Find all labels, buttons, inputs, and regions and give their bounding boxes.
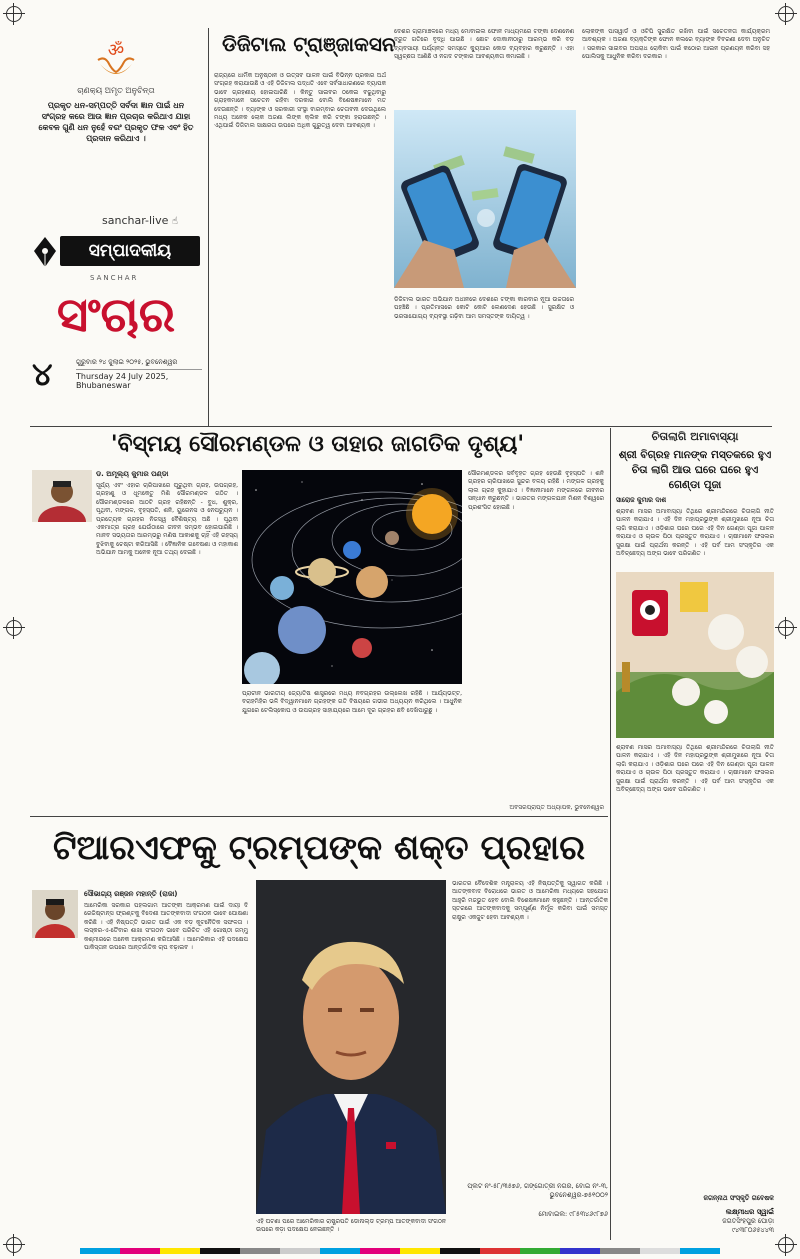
website-link[interactable] — [102, 214, 178, 227]
trump-body-left: ଆମେରିକା ସରକାର ପହଲଗାମ ଆତଙ୍କୀ ଆକ୍ରମଣ ପାଇଁ ଦାୟୀ ଦି ରେଜିଷ୍ଟାନ୍ସ ଫ୍ରଣ୍ଟକୁ ବିଦେଶୀ ଆତଙ୍କବାଦୀ ସଂଗଠନ ଭାବେ ଘୋଷଣା କରିଛି । ଏହି ନିଷ୍ପତ୍ତି ଭାରତ ପାଇଁ ଏକ ବଡ଼ କୂଟନୈତିକ ସଫଳତା । ଲସ୍କର-ଏ-ତୈବାର ଶାଖା ସଂଗଠନ ଭାବେ ପରିଚିତ ଏହି ଗୋଷ୍ଠୀ ଜମ୍ମୁ କଶ୍ମୀରରେ ଅନେକ ଆକ୍ରମଣ କରିଆସିଛି । ଆମେରିକାର ଏହି ପଦକ୍ଷେପ ପାକିସ୍ତାନ ଉପରେ ଆନ୍ତର୍ଜାତିକ ଚାପ ବଢ଼ାଇବ । — [84, 902, 248, 952]
brand-small: SANCHAR — [90, 274, 139, 282]
amavasya-body-top: ଶ୍ରାବଣ ମାସର ଅମାବାସ୍ୟା ତିଥିରେ ଶ୍ରୀମନ୍ଦିରରେ ଚିତାଲାଗି ନୀତି ପାଳନ କରାଯାଏ । ଏହି ଦିନ ମହାପ୍ରଭୁଙ୍କ ଶ୍ରୀମୁଖରେ ନୂଆ ଚିତା ଲାଗି କରାଯାଏ । ଓଡ଼ିଶାର ଘରେ ଘରେ ଏହି ଦିନ ଗେଣ୍ଡା ପୂଜା ପାଳନ କରାଯାଏ ଓ ଚାଉଳ ପିଠା ପ୍ରସ୍ତୁତ କରାଯାଏ । ଚାଷୀମାନେ ଫସଲର ସୁରକ୍ଷା ପାଇଁ ପ୍ରାର୍ଥନା କରନ୍ତି । ଏହି ପର୍ବ ଆମ ସଂସ୍କୃତିର ଏକ ଅବିଚ୍ଛେଦ୍ୟ ଅଙ୍ଗ ଭାବେ ପରିଗଣିତ । — [616, 508, 774, 558]
digital-headline: ଡିଜିଟାଲ ଟ୍ରାଞ୍ଜାକସନ — [222, 32, 396, 56]
festival-photo — [616, 572, 774, 738]
city: Bhubaneswar — [76, 381, 131, 390]
author-photo — [32, 890, 78, 938]
amavasya-signoff: ଜଗନ୍ନାଥ ସଂସ୍କୃତି ଗବେଷକ — [703, 1194, 774, 1202]
crop-mark-icon — [778, 620, 794, 636]
om-icon — [94, 34, 138, 82]
cosmos-body-left: ସୂର୍ଯ୍ୟ ଏବଂ ଏହାର ଚାରିପାଖରେ ଘୂରୁଥିବା ଗ୍ରହ, ଉପଗ୍ରହ, ଗ୍ରହାଣୁ ଓ ଧୂମକେତୁ ମିଶି ସୌରମଣ୍ଡଳ ଗଠିତ । ସୌରମଣ୍ଡଳରେ ଆଠଟି ଗ୍ରହ ରହିଛନ୍ତି - ବୁଧ, ଶୁକ୍ର, ପୃଥିବୀ, ମଙ୍ଗଳ, ବୃହସ୍ପତି, ଶନି, ୟୁରେନସ ଓ ନେପଚ୍ୟୁନ । ପ୍ରତ୍ୟେକ ଗ୍ରହର ନିଜସ୍ୱ ବୈଶିଷ୍ଟ୍ୟ ଅଛି । ପୃଥିବୀ ଏକମାତ୍ର ଗ୍ରହ ଯେଉଁଠାରେ ଜୀବନ ସମ୍ଭବ ହୋଇପାରିଛି । ମାନବ ସଭ୍ୟତାର ଆରମ୍ଭରୁ ମଣିଷ ଆକାଶକୁ ଚାହିଁ ଏହି ରହସ୍ୟ ବୁଝିବାକୁ ଚେଷ୍ଟା କରିଆସିଛି । ବୈଜ୍ଞାନିକ ଗବେଷଣା ଓ ମହାକାଶ ଅଭିଯାନ ଆମକୁ ଅନେକ ନୂଆ ତଥ୍ୟ ଦେଇଛି । — [96, 482, 238, 557]
trump-body-right: ଭାରତର ବୈଦେଶିକ ମନ୍ତ୍ରାଳୟ ଏହି ନିଷ୍ପତ୍ତିକୁ ସ୍ୱାଗତ କରିଛି । ଆତଙ୍କବାଦ ବିରୋଧରେ ଭାରତ ଓ ଆମେରିକା ମଧ୍ୟରେ ସହଯୋଗ ଆହୁରି ମଜଭୁତ ହେବ ବୋଲି ବିଶେଷଜ୍ଞମାନେ କହୁଛନ୍ତି । ଆନ୍ତର୍ଜାତିକ ସ୍ତରରେ ଆତଙ୍କବାଦକୁ ସମ୍ପୂର୍ଣ୍ଣ ନିର୍ମୂଳ କରିବା ପାଇଁ ସମସ୍ତ ରାଷ୍ଟ୍ର ଏକଜୁଟ ହେବା ଆବଶ୍ୟକ । — [452, 880, 608, 921]
trump-portrait — [256, 880, 446, 1214]
digital-body-bottom: ଡିଜିଟାଲ ଭାରତ ଅଭିଯାନ ଅଧୀନରେ ଦେଶରେ ଟଙ୍କା କାରବାର ନୂଆ ଉଚ୍ଚତାରେ ପହଞ୍ଚିଛି । ପ୍ରତିମାସରେ କୋଟି କୋଟି ଲେଣଦେଣ ହେଉଛି । ସୁରକ୍ଷିତ ଓ ଭରସାଯୋଗ୍ୟ ବ୍ୟବସ୍ଥା ଗଢ଼ିବା ଆମ ସମସ୍ତଙ୍କ ଦାୟିତ୍ୱ । — [394, 296, 574, 320]
brand-logo: ସଂଚାର — [56, 287, 176, 343]
crop-mark-icon — [6, 620, 22, 636]
digital-body-col2: ଦେଶର ଗ୍ରାମାଞ୍ଚଳରେ ମଧ୍ୟ ମୋବାଇଲ ଫୋନ ମାଧ୍ୟମରେ ଟଙ୍କା ଦେଣନେଣ ଦ୍ରୁତ ଗତିରେ ବୃଦ୍ଧି ପାଉଛି । ଛୋଟ ଦୋକାନୀଠାରୁ ଆରମ୍ଭ କରି ବଡ଼ ବ୍ୟବସାୟୀ ପର୍ଯ୍ୟନ୍ତ ସମସ୍ତେ କ୍ୟୁଆର କୋଡ ବ୍ୟବହାର କରୁଛନ୍ତି । ଏହା ସ୍ୱଚ୍ଛତା ଆଣିଛି ଓ ନଗଦ ଟଙ୍କାର ଆବଶ୍ୟକତା କମାଇଛି । — [394, 28, 574, 61]
svg-text:ॐ: ॐ — [107, 40, 125, 61]
trump-author: ସୌଭାଗ୍ୟ ରଞ୍ଜନ ମହାନ୍ତି (ରାଜା) — [84, 890, 178, 898]
cosmos-body-mid: ପ୍ରାଚୀନ ଭାରତୀୟ ଜ୍ୟୋତିଷ ଶାସ୍ତ୍ରରେ ମଧ୍ୟ ନବଗ୍ରହର ଉଲ୍ଲେଖ ରହିଛି । ଆର୍ଯ୍ୟଭଟ୍ଟ, ବରାହମିହିର ଭଳି ବିଦ୍ୱାନମାନେ ଗ୍ରହଙ୍କ ଗତି ବିଷୟରେ ଗଭୀର ଅଧ୍ୟୟନ କରିଥିଲେ । ଆଧୁନିକ ଯୁଗରେ ଟେଲିସ୍କୋପ ଓ ଉପଗ୍ରହ ସାହାଯ୍ୟରେ ଆମେ ଦୂର ଗ୍ରହର ଛବି ଦେଖିପାରୁଛୁ । — [242, 690, 462, 714]
cosmos-article — [30, 428, 605, 814]
footer-signoff — [616, 1208, 774, 1235]
amavasya-headline: ଶ୍ରୀ ବିଗ୍ରହ ମାନଙ୍କ ମସ୍ତକରେ ହୁଏ ଚିତା ଲାଗି ଆଉ ଘରେ ଘରେ ହୁଏ ଗେଣ୍ଡା ପୂଜା — [618, 449, 772, 491]
trump-article — [30, 818, 608, 1244]
amavasya-article — [616, 430, 774, 1242]
signoff-place: ଜଗତସିଂହପୁର ଘୋଡ଼ା — [722, 1217, 774, 1225]
cosmos-signoff: ଅବସରପ୍ରାପ୍ତ ଅଧ୍ୟାପକ, ଭୁବନେଶ୍ୱର — [509, 804, 604, 811]
cosmos-headline: 'ବିସ୍ମୟ ସୌରମଣ୍ଡଳ ଓ ତାହାର ଜାଗତିକ ଦୃଶ୍ୟ' — [110, 432, 525, 457]
pen-nib-icon — [30, 235, 60, 269]
trump-address: ପ୍ଲଟ ନଂ-୫୮/୩୫୭୬, ଗଙ୍ଗୋତ୍ରୀ ନଗର, ବୋଇ ନଂ-୩, ଭୁବନେଶ୍ୱର-୭୫୧୦୦୨ — [467, 1182, 608, 1199]
digital-body-col1: ରାଜ୍ୟରେ ଧାର୍ମିକ ଅନୁଷ୍ଠାନ ଓ ଉତ୍ସବ ପାଳନ ପାଇଁ ବିଭିନ୍ନ ପ୍ରକାର ଅର୍ଥ ସଂଗ୍ରହ କରାଯାଉଛି ଓ ଏହି ଡିଜିଟାଲ ପଦ୍ଧତି ଏବେ ସର୍ବସାଧାରଣରେ ବ୍ୟାପକ ଭାବେ ଗ୍ରହଣୀୟ ହୋଇପାରିଛି । କିନ୍ତୁ ସାଇବର ଠକେଇ ବଢୁଥିବାରୁ ଗ୍ରାହକମାନେ ସଚେତନ ରହିବା ଦରକାର ବୋଲି ବିଶେଷଜ୍ଞମାନେ ମତ ଦେଉଛନ୍ତି । ବ୍ୟାଙ୍କ ଓ ସରକାରୀ ସଂସ୍ଥା ବାରମ୍ବାର ଚେତାବନୀ ଦେଉଥିଲେ ମଧ୍ୟ ଅନେକ ଲୋକ ଅଜଣା ଲିଙ୍କ କ୍ଲିକ କରି ଟଙ୍କା ହରାଉଛନ୍ତି । ଏଥିପାଇଁ ଡିଜିଟାଲ ସାକ୍ଷରତା ଉପରେ ଅଧିକ ଗୁରୁତ୍ୱ ଦେବା ଆବଶ୍ୟକ । — [214, 72, 386, 130]
crop-mark-icon — [6, 1237, 22, 1253]
amavasya-kicker: ଚିତାଲାଗି ଅମାବାସ୍ୟା — [651, 430, 739, 443]
crop-mark-icon — [778, 1237, 794, 1253]
digital-payment-illustration — [394, 110, 576, 288]
trump-photo-caption: ଏହି ଘଟଣା ପରେ ଆମେରିକାର ରାଷ୍ଟ୍ରପତି ଡୋନାଲ୍ଡ ଟ୍ରମ୍ପ ଆତଙ୍କବାଦୀ ସଂଗଠନ ଉପରେ କଡ଼ା ପଦକ୍ଷେପ ନେଇଛନ୍ତି । — [256, 1218, 446, 1234]
issue-date-box — [76, 358, 202, 398]
solar-system-illustration — [242, 470, 462, 684]
trump-headline: ଟିଆରଏଫକୁ ଟ୍ରମ୍ପଙ୍କ ଶକ୍ତ ପ୍ରହାର — [52, 828, 586, 868]
amavasya-author: ସାରୋଜ କୁମାର ଦାଶ — [616, 496, 667, 504]
digital-article — [214, 28, 770, 426]
crop-mark-icon — [6, 6, 22, 22]
signoff-name: ଲକ୍ଷ୍ମୀଧର ସ୍ୱାଇଁ — [725, 1208, 774, 1216]
cosmos-body-right: ସୌରମଣ୍ଡଳର ସର୍ବବୃହତ ଗ୍ରହ ହେଉଛି ବୃହସ୍ପତି । ଶନି ଗ୍ରହର ଚାରିପାଖରେ ସୁନ୍ଦର ବଳୟ ରହିଛି । ମଙ୍ଗଳ ଗ୍ରହକୁ ଲାଲ ଗ୍ରହ କୁହାଯାଏ । ବିଜ୍ଞାନୀମାନେ ମଙ୍ଗଳରେ ଜୀବନର ସନ୍ଧାନ କରୁଛନ୍ତି । ଭାରତର ମଙ୍ଗଳଯାନ ମିଶନ ବିଶ୍ୱରେ ପ୍ରଶଂସିତ ହୋଇଛି । — [468, 470, 604, 511]
section-title-banner — [60, 236, 200, 266]
crop-mark-icon — [778, 6, 794, 22]
date-english: Thursday 24 July 2025, — [76, 372, 169, 381]
color-registration-bar — [80, 1248, 720, 1254]
section-title: ସମ୍ପାଦକୀୟ — [88, 241, 172, 261]
cursor-hand-icon: ☝ — [171, 216, 178, 227]
date-odia: ଗୁରୁବାର ୨୪ ଜୁଲାଇ ୨୦୨୫, ଭୁବନେଶ୍ୱର — [76, 358, 202, 370]
masthead-panel — [30, 30, 202, 425]
amavasya-body-bottom: ଶ୍ରାବଣ ମାସର ଅମାବାସ୍ୟା ତିଥିରେ ଶ୍ରୀମନ୍ଦିରରେ ଚିତାଲାଗି ନୀତି ପାଳନ କରାଯାଏ । ଏହି ଦିନ ମହାପ୍ରଭୁଙ୍କ ଶ୍ରୀମୁଖରେ ନୂଆ ଚିତା ଲାଗି କରାଯାଏ । ଓଡ଼ିଶାର ଘରେ ଘରେ ଏହି ଦିନ ଗେଣ୍ଡା ପୂଜା ପାଳନ କରାଯାଏ ଓ ଚାଉଳ ପିଠା ପ୍ରସ୍ତୁତ କରାଯାଏ । ଚାଷୀମାନେ ଫସଲର ସୁରକ୍ଷା ପାଇଁ ପ୍ରାର୍ଥନା କରନ୍ତି । ଏହି ପର୍ବ ଆମ ସଂସ୍କୃତିର ଏକ ଅବିଚ୍ଛେଦ୍ୟ ଅଙ୍ଗ ଭାବେ ପରିଗଣିତ । — [616, 744, 774, 794]
website-text: sanchar-live — [102, 214, 169, 227]
trump-mobile: ମୋବାଇଲ: ୯୮୫୩୪୬୯୮୭୬ — [538, 1210, 608, 1218]
digital-body-col3: ଲୋକଙ୍କ ପାସୱାର୍ଡ ଓ ଓଟିପି ସୁରକ୍ଷିତ ରଖିବା ପାଇଁ ସଚେତନତା କାର୍ଯ୍ୟକ୍ରମ ଆବଶ୍ୟକ । ଅଜଣା ବ୍ୟକ୍ତିଙ୍କ ଫୋନ କଲରେ ବ୍ୟାଙ୍କ ବିବରଣୀ ଦେବା ଅନୁଚିତ । ସରକାର ସାଇବର ଅପରାଧ ରୋକିବା ପାଇଁ କଠୋର ଆଇନ ପ୍ରଣୟନ କରିବା ସହ ପୋଲିସକୁ ଆଧୁନିକ କରିବା ଦରକାର । — [582, 28, 770, 61]
author-photo — [32, 470, 92, 522]
page-number: ୪ — [32, 355, 53, 393]
quote-text: ପ୍ରକୃତ ଧନ-ସମ୍ପତ୍ତି ସର୍ବଦା ଜ୍ଞାନ ପାଇଁ ଧନ ସଂଗ୍ରହ କରେ ଆଉ ଜ୍ଞାନ ପ୍ରଚାର କରିଥାଏ ଯାହା କେବଳ ଗୁଣି ଧନ ନୁହେଁ ବରଂ ପ୍ରକୃତ ଫଳ ଏବଂ ହିତ ପ୍ରଦାନ କରିଥାଏ । — [38, 101, 194, 143]
quote-caption: ଚାଣକ୍ୟ ଅମୃତ ଅନୁଚିନ୍ତା — [77, 86, 155, 95]
cosmos-author: ଡ. ଅମୂଲ୍ୟ କୁମାର ପଣ୍ଡା — [96, 470, 169, 478]
signoff-phone: ୯୪୩୮୦୬୫୪୪୩ — [731, 1226, 774, 1234]
